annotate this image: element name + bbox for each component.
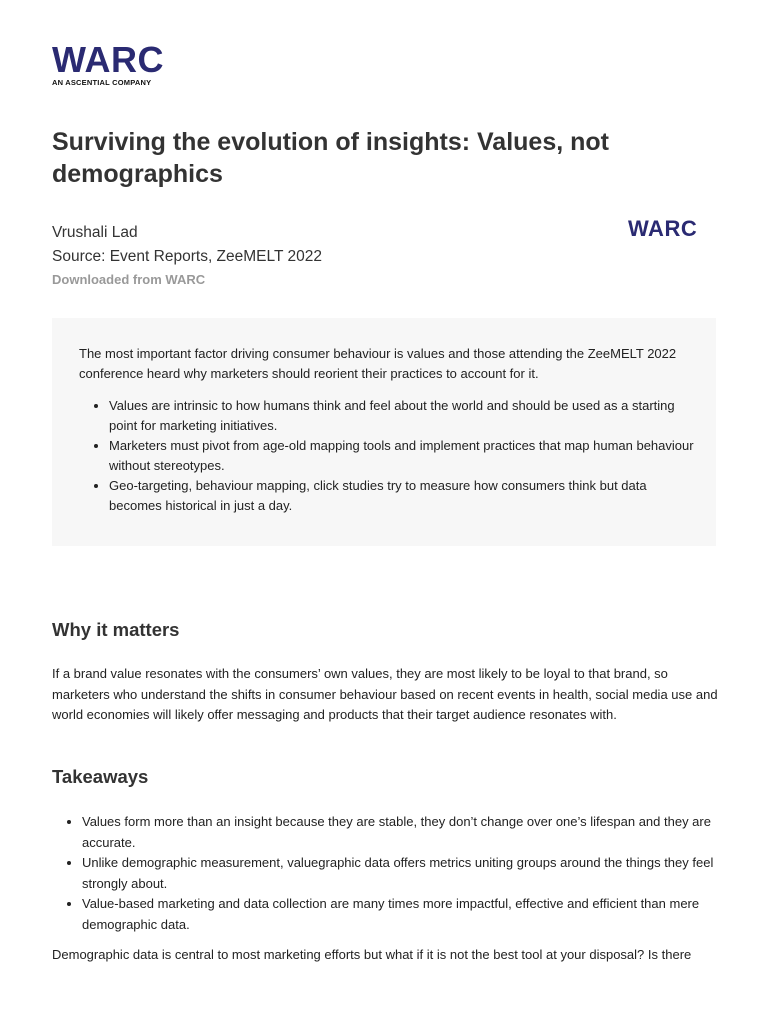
warc-logo	[52, 39, 164, 87]
list-item: • Values form more than an insight because they are stable, they don’t change over one’s lifespan and they are accurate.	[82, 812, 742, 853]
list-item: • Value-based marketing and data collection are many times more impactful, effective and efficient than mere demographic data.	[82, 894, 742, 935]
list-item: • Marketers must pivot from age-old mapping tools and implement practices that map human behaviour without stereotypes.	[109, 436, 699, 476]
summary-intro: The most important factor driving consumer behaviour is values and those attending the ZeeMELT 2022 conference heard why marketers should reorient their practices to account for it.	[79, 346, 677, 381]
source-line: Source: Event Reports, ZeeMELT 2022	[52, 248, 322, 265]
downloaded-note: Downloaded from WARC	[52, 272, 206, 287]
logo-tagline: AN ASCENTIAL COMPANY	[52, 78, 152, 87]
takeaways-list	[62, 812, 742, 935]
list-item: • Values are intrinsic to how humans think and feel about the world and should be used as a starting point for marketing initiatives.	[109, 396, 699, 436]
list-item: • Unlike demographic measurement, valuegraphic data offers metrics uniting groups around the things they feel strongly about.	[82, 853, 742, 894]
why-paragraph: If a brand value resonates with the consumers’ own values, they are most likely to be loyal to that brand, so marketers who understand the shifts in consumer behaviour based on recent events in health, social media use and world economies will likely offer messaging and products that their target audience resonates with.	[52, 666, 718, 722]
closing-paragraph: Demographic data is central to most marketing efforts but what if it is not the best tool at your disposal? Is there	[52, 947, 692, 962]
summary-bullets	[89, 396, 699, 516]
list-item: • Geo-targeting, behaviour mapping, click studies try to measure how consumers think but data becomes historical in just a day.	[109, 476, 699, 516]
section-heading-why: Why it matters	[52, 619, 180, 640]
summary-box	[52, 318, 716, 546]
section-heading-takeaways: Takeaways	[52, 766, 149, 787]
author: Vrushali Lad	[52, 224, 138, 241]
article-meta	[52, 221, 322, 291]
warc-side-logo: WARC	[628, 216, 698, 241]
logo-wordmark: WARC	[52, 39, 164, 80]
article-title: Surviving the evolution of insights: Values, not demographics	[52, 128, 609, 188]
